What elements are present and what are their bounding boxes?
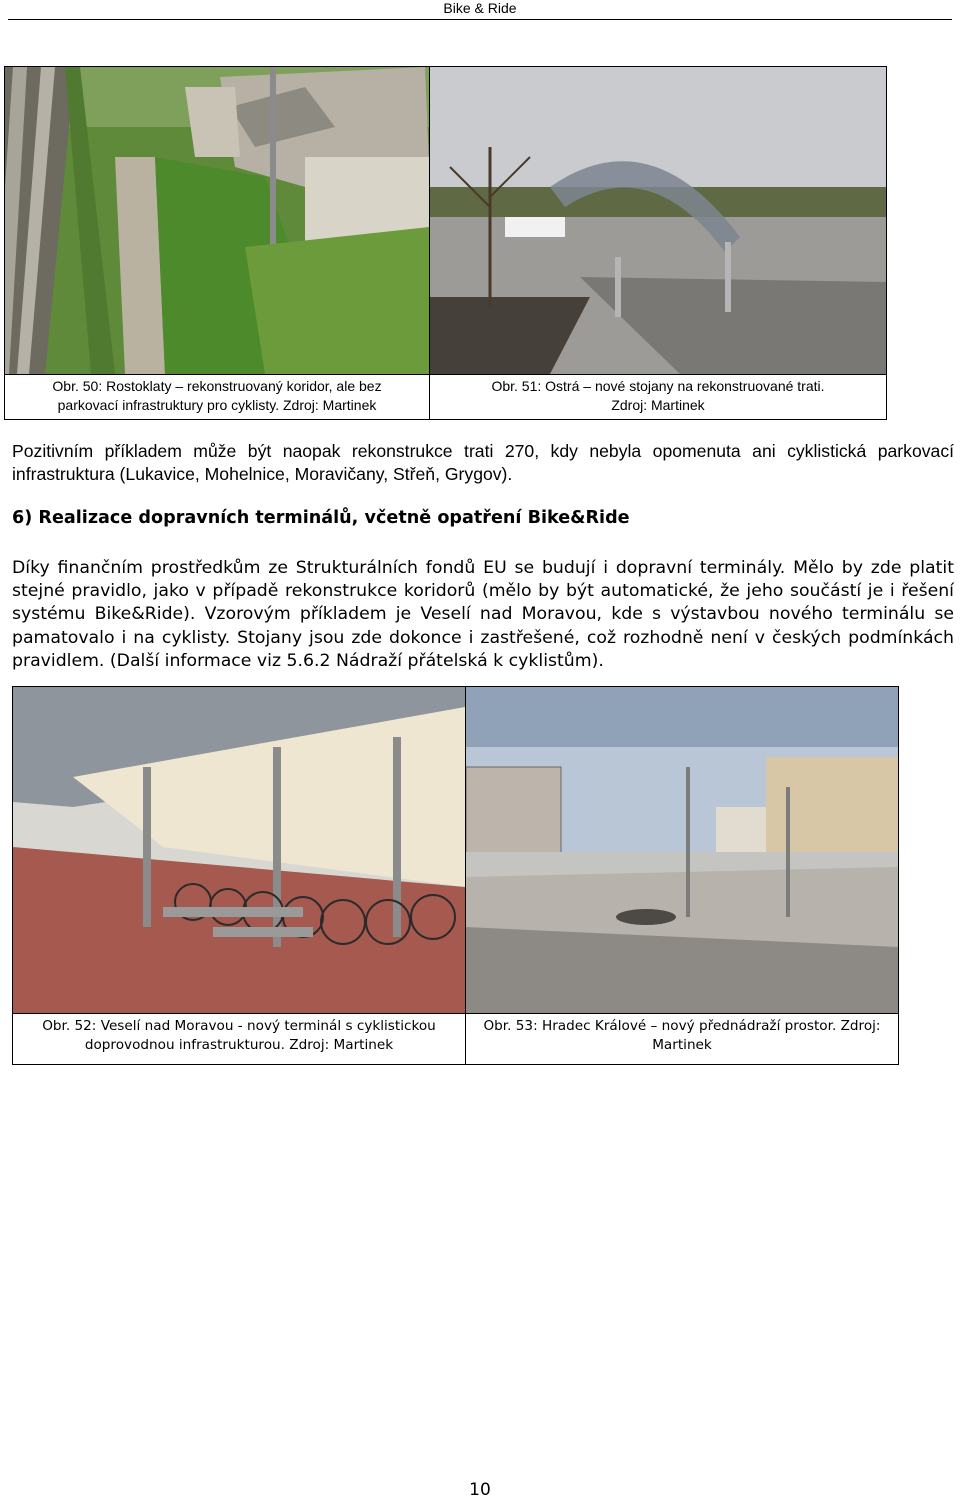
- top-figures-table: [4, 66, 887, 420]
- paragraph-terminals: Díky finančním prostředkům ze Strukturálních fondů EU se budují i dopravní terminály. Mělo by zde platit stejné pravidlo, jako v případě rekonstrukce koridorů (mělo by být automatické, že jeho součástí je i řešení systému Bike&Ride). Vzorovým příkladem je Veselí nad Moravou, kde s výstavbou nového terminálu se pamatovalo i na cyklisty. Stojany jsou zde dokonce i zastřešené, což rozhodně není v českých podmínkách pravidlem. (Další informace viz 5.6.2 Nádraží přátelská k cyklistům).: [12, 558, 954, 671]
- figure-52-caption-cell: [13, 1014, 466, 1065]
- page-number: 10: [469, 1480, 491, 1500]
- figure-50-caption: [5, 375, 429, 415]
- figure-52-photo: [13, 687, 465, 1013]
- figure-53-photo: [466, 687, 898, 1013]
- paragraph-positive-example: Pozitivním příkladem může být naopak rekonstrukce trati 270, kdy nebyla opomenuta ani cyklistická parkovací infrastruktura (Lukavice, Mohelnice, Moravičany, Střeň, Grygov).: [12, 441, 954, 485]
- figure-50-cell: [5, 67, 430, 375]
- figure-53-caption-line2: Martinek: [652, 1037, 712, 1053]
- figure-51-caption-cell: [430, 375, 887, 420]
- figure-52-caption: [13, 1014, 465, 1055]
- figure-52-caption-line1: Obr. 52: Veselí nad Moravou - nový terminál s cyklistickou: [42, 1018, 436, 1034]
- figure-53-caption-cell: [466, 1014, 899, 1065]
- header-divider: [8, 19, 952, 20]
- figure-52-caption-line2: doprovodnou infrastrukturou. Zdroj: Martinek: [84, 1037, 394, 1053]
- figure-50-caption-line1: Obr. 50: Rostoklaty – rekonstruovaný koridor, ale bez: [52, 378, 382, 394]
- page-header: Bike & Ride: [443, 0, 517, 16]
- section-heading: 6) Realizace dopravních terminálů, včetně opatření Bike&Ride: [12, 508, 630, 528]
- figure-50-photo: [5, 67, 429, 374]
- bottom-figures-table: [12, 686, 899, 1065]
- figure-52-cell: [13, 687, 466, 1014]
- figure-51-photo: [430, 67, 886, 374]
- figure-51-caption: [430, 375, 886, 415]
- figure-50-caption-line2: parkovací infrastruktury pro cyklisty. Zdroj: Martinek: [57, 397, 377, 413]
- figure-50-caption-cell: [5, 375, 430, 420]
- figure-53-caption-line1: Obr. 53: Hradec Králové – nový přednádraží prostor. Zdroj:: [483, 1018, 881, 1034]
- figure-53-cell: [466, 687, 899, 1014]
- figure-51-cell: [430, 67, 887, 375]
- figure-51-caption-line2: Zdroj: Martinek: [611, 397, 705, 413]
- figure-51-caption-line1: Obr. 51: Ostrá – nové stojany na rekonstruované trati.: [491, 378, 825, 394]
- figure-53-caption: [466, 1014, 898, 1055]
